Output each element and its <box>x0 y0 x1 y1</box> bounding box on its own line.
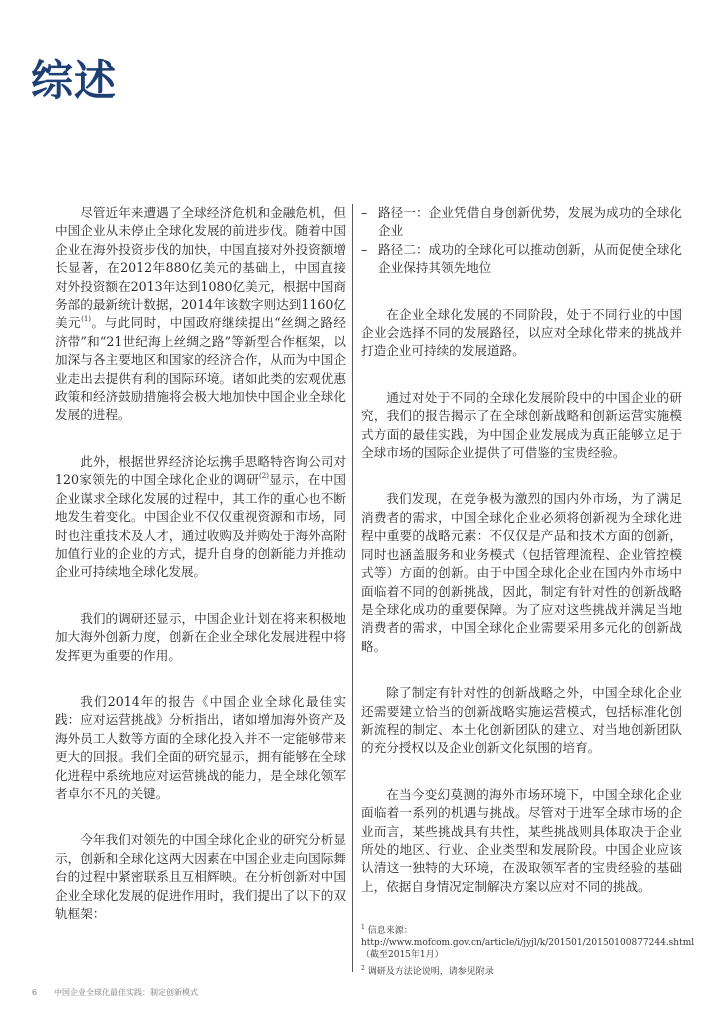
list-item: – 路径一：企业凭借自身创新优势，发展为成功的全球化企业 <box>361 205 682 239</box>
footnote-2: $^2$ 调研及方法论说明，请参见附录 <box>361 965 494 977</box>
paragraph: 除了制定有针对性的创新战略之外，中国全球化企业还需要建立恰当的创新战略实施运营模式，包括标准化创新流程的制定、本土化创新团队的建立、对当地创新团队的充分授权以及企业创新文化氛围的培育。 <box>361 685 682 756</box>
page-title: 综述 <box>31 56 118 105</box>
framework-list <box>361 204 682 278</box>
left-column <box>55 204 346 951</box>
footnote-1: $^1$ 信息来源：http://www.mofcom.gov.cn/article/i/jyjl/k/201501/20150100877244.shtml（截至2015年1月） <box>361 924 695 960</box>
paragraph: 我们发现，在竞争极为激烈的国内外市场，为了满足消费者的需求，中国全球化企业必须将创新视为全球化进程中重要的战略元素：不仅仅是产品和技术方面的创新，同时也涵盖服务和业务模式（包括管理流程、企业管控模式等）方面的创新。由于中国全球化企业在国内外市场中面临着不同的创新挑战，因此，制定有针对性的创新战略是全球化成功的重要保障。为了应对这些挑战并满足当地消费者的需求，中国全球化企业需要采用多元化的创新战略。 <box>361 491 682 654</box>
paragraph: 通过对处于不同的全球化发展阶段中的中国企业的研究，我们的报告揭示了在全球创新战略和创新运营实施模式方面的最佳实践，为中国企业发展成为真正能够立足于全球市场的国际企业提供了可借鉴的宝贵经验。 <box>361 389 682 461</box>
column-divider <box>352 204 353 972</box>
paragraph: 在当今变幻莫测的海外市场环境下，中国全球化企业面临着一系列的机遇与挑战。尽管对于进军全球市场的企业而言，某些挑战具有共性，某些挑战则具体取决于企业所处的地区、行业、企业类型和发展阶段。中国企业应该认清这一独特的大环境，在汲取领军者的宝贵经验的基础上，依据自身情况定制解决方案以应对不同的挑战。 <box>361 786 682 894</box>
page-footer <box>32 987 198 998</box>
list-item: – 路径二：成功的全球化可以推动创新，从而促使全球化企业保持其领先地位 <box>361 241 682 276</box>
paragraph: 我们的调研还显示，中国企业计划在将来积极地加大海外创新力度，创新在企业全球化发展进程中将发挥更为重要的作用。 <box>55 610 346 663</box>
footnote-ref: (1) <box>81 315 92 324</box>
footnote-ref: (2) <box>259 472 269 481</box>
right-column <box>361 204 682 924</box>
dash-bullet-icon: – <box>361 241 368 257</box>
paragraph: 今年我们对领先的中国全球化企业的研究分析显示，创新和全球化这两大因素在中国企业走向国际舞台的过程中紧密联系且互相辉映。在分析创新对中国企业全球化发展的促进作用时，我们提出了以下的双轨框架： <box>55 832 346 921</box>
dash-bullet-icon: – <box>361 205 368 220</box>
page-number: 6 <box>32 988 38 997</box>
running-title: 中国企业全球化最佳实践：制定创新模式 <box>54 988 198 997</box>
footnotes <box>361 924 695 983</box>
source-link[interactable]: http://www.mofcom.gov.cn/article/i/jyjl/k/201501/20150100877244.shtml <box>361 938 695 948</box>
paragraph: 尽管近年来遭遇了全球经济危机和金融危机，但中国企业从未停止全球化发展的前进步伐。随着中国企业在海外投资步伐的加快，中国直接对外投资额增长显著，在2012年880亿美元的基础上，中国直接对外投资额在2013年达到1080亿美元，根据中国商务部的最新统计数据，2014年该数字则达到1160亿美元$^{(1)}$。与此同时，中国政府继续提出“丝绸之路经济带”和“21世纪海上丝绸之路”等新型合作框架，以加深与各主要地区和国家的经济合作，从而为中国企业走出去提供有利的国际环境。诸如此类的宏观优惠政策和经济鼓励措施将会极大地加快中国企业全球化发展的进程。 <box>55 205 346 423</box>
paragraph: 此外，根据世界经济论坛携手思略特咨询公司对120家领先的中国全球化企业的调研$^{(2)}$显示，在中国企业谋求全球化发展的过程中，其工作的重心也不断地发生着变化。中国企业不仅仅重视资源和市场，同时也注重技术及人才，通过收购及并购处于海外高附加值行业的企业的方式，提升自身的创新能力并推动企业可持续地全球化发展。 <box>55 453 347 580</box>
paragraph: 在企业全球化发展的不同阶段，处于不同行业的中国企业会选择不同的发展路径，以应对全球化带来的挑战并打造企业可持续的发展道路。 <box>361 306 682 359</box>
paragraph: 我们2014年的报告《中国企业全球化最佳实践：应对运营挑战》分析指出，诸如增加海外资产及海外员工人数等方面的全球化投入并不一定能够带来更大的回报。我们全面的研究显示，拥有能够在全球化进程中系统地应对运营挑战的能力，是全球化领军者卓尔不凡的关键。 <box>55 693 346 801</box>
